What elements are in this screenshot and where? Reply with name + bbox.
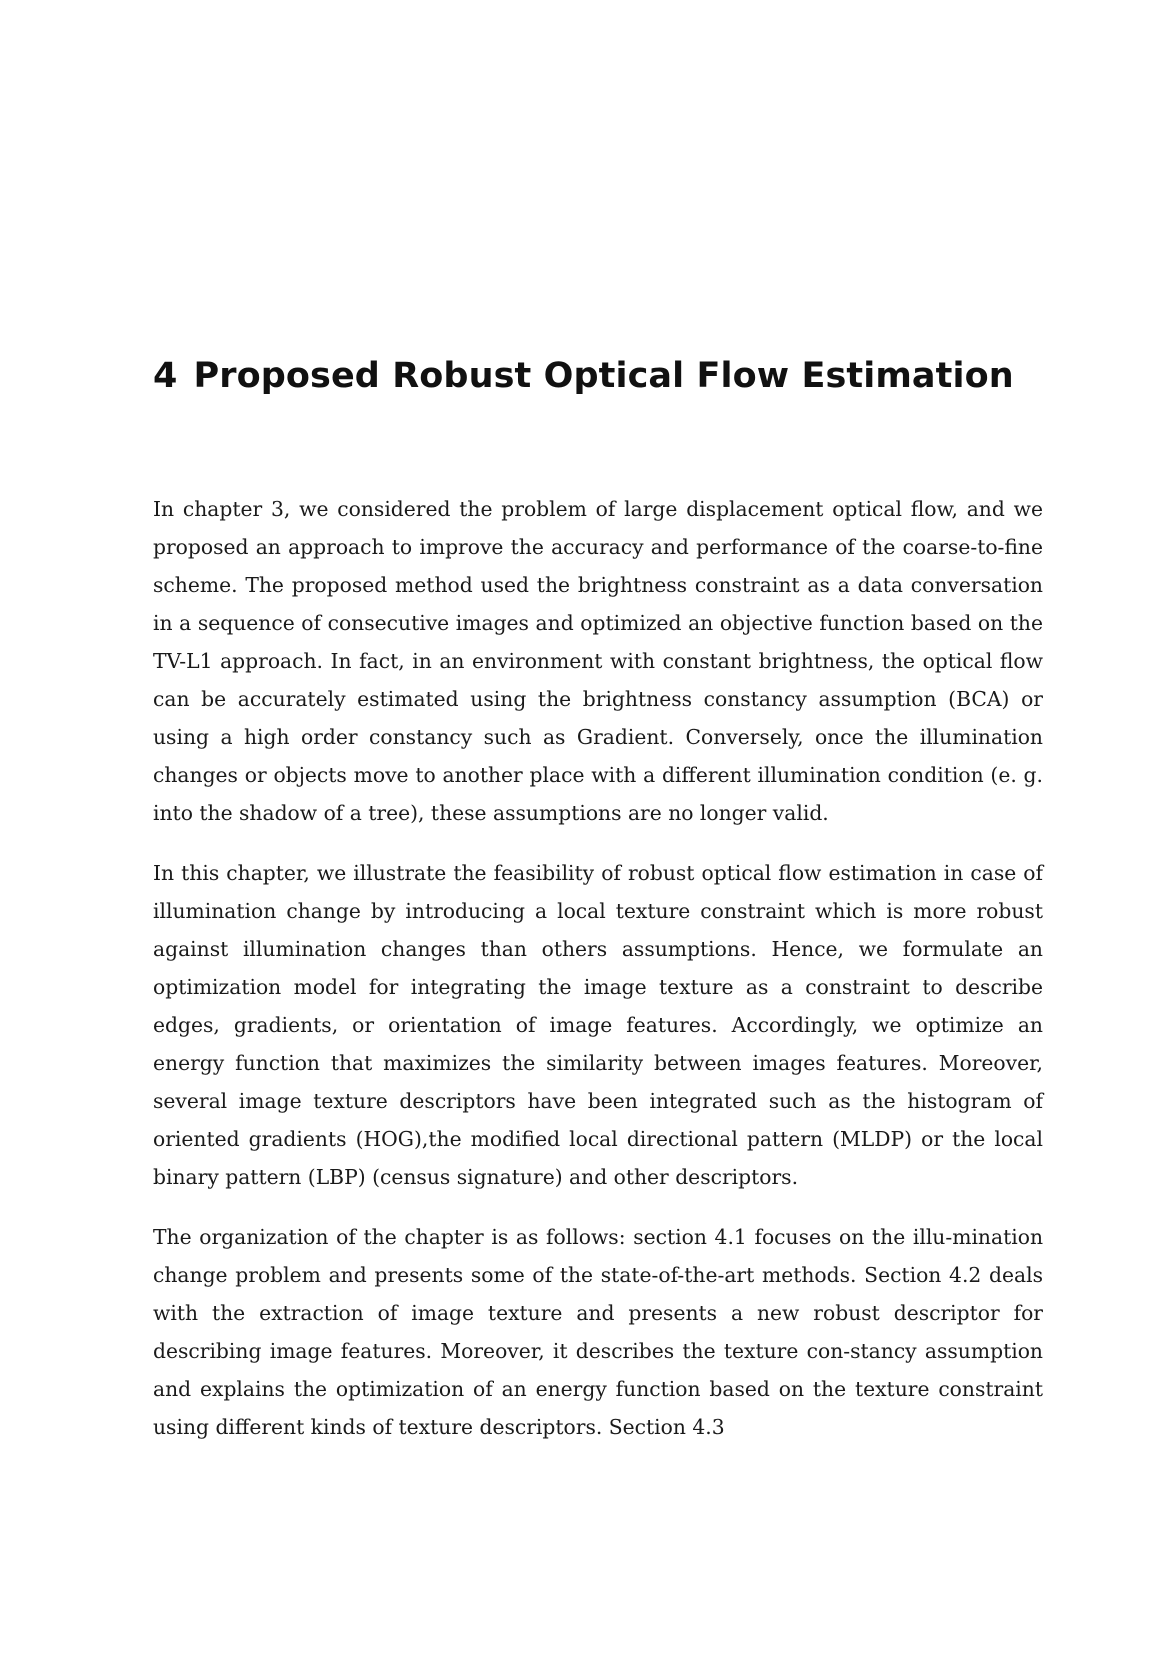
paragraph-chapter-scope: In this chapter, we illustrate the feasibility of robust optical flow estimation in case of illumination change by introducing a local texture constraint which is more robust against illumination changes than others assumptions. Hence, we formulate an optimization model for integrating the image texture as a constraint to describe edges, gradients, or orientation of image features. Accordingly, we optimize an energy function that maximizes the similarity between images features. Moreover, several image texture descriptors have been integrated such as the histogram of oriented gradients (HOG),the modified local directional pattern (MLDP) or the local binary pattern (LBP) (census signature) and other descriptors.: [153, 861, 1043, 1189]
paragraph-intro: In chapter 3, we considered the problem of large displacement optical flow, and we proposed an approach to improve the accuracy and performance of the coarse-to-fine scheme. The proposed method used the brightness constraint as a data conversation in a sequence of consecutive images and optimized an objective function based on the TV-L1 approach. In fact, in an environment with constant brightness, the optical flow can be accurately estimated using the brightness constancy assumption (BCA) or using a high order constancy such as Gradient. Conversely, once the illumination changes or objects move to another place with a different illumination condition (e. g. into the shadow of a tree), these assumptions are no longer valid.: [153, 497, 1043, 825]
chapter-number: 4: [153, 356, 178, 396]
chapter-heading: [153, 352, 1014, 400]
chapter-body: [153, 490, 1043, 1468]
chapter-title: Proposed Robust Optical Flow Estimation: [193, 356, 1014, 396]
paragraph-organization: The organization of the chapter is as follows: section 4.1 focuses on the illu-mination change problem and presents some of the state-of-the-art methods. Section 4.2 deals with the extraction of image texture and presents a new robust descriptor for describing image features. Moreover, it describes the texture con-stancy assumption and explains the optimization of an energy function based on the texture constraint using different kinds of texture descriptors. Section 4.3: [153, 1225, 1043, 1439]
